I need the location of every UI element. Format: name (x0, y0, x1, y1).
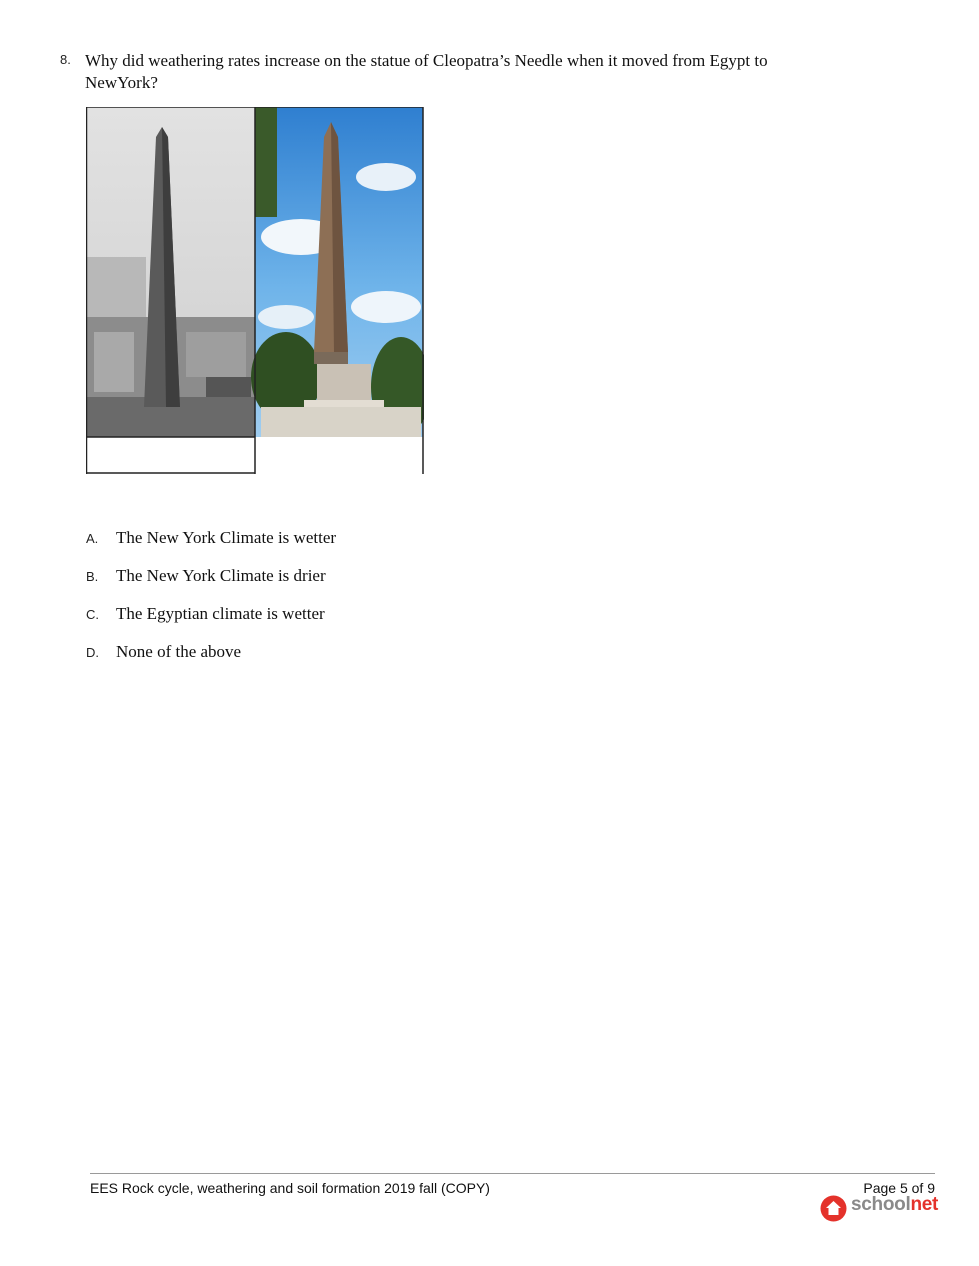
choice-letter: D. (86, 645, 99, 660)
new-york-photo (251, 107, 424, 474)
question-text: Why did weathering rates increase on the statue of Cleopatra’s Needle when it moved from Egypt to NewYork? (85, 51, 768, 92)
choice-text: The Egyptian climate is wetter (116, 604, 325, 623)
choice-text: The New York Climate is drier (116, 566, 326, 585)
choice-letter: A. (86, 531, 99, 546)
choice-letter: C. (86, 607, 99, 622)
obelisk-comparison-figure (86, 107, 424, 474)
question-number: 8. (60, 52, 71, 67)
schoolnet-logo (820, 1194, 940, 1224)
choice-text: The New York Climate is wetter (116, 528, 337, 547)
egypt-photo (86, 107, 255, 474)
page-number: Page 5 of 9 (863, 1180, 935, 1196)
logo-text-school: school (851, 1194, 911, 1215)
logo-text-net: net (910, 1194, 939, 1215)
house-logo-icon (820, 1195, 847, 1222)
footer-title: EES Rock cycle, weathering and soil formation 2019 fall (COPY) (90, 1180, 490, 1196)
choice-text: None of the above (116, 642, 242, 661)
choice-letter: B. (86, 569, 99, 584)
footer-divider (90, 1173, 935, 1174)
